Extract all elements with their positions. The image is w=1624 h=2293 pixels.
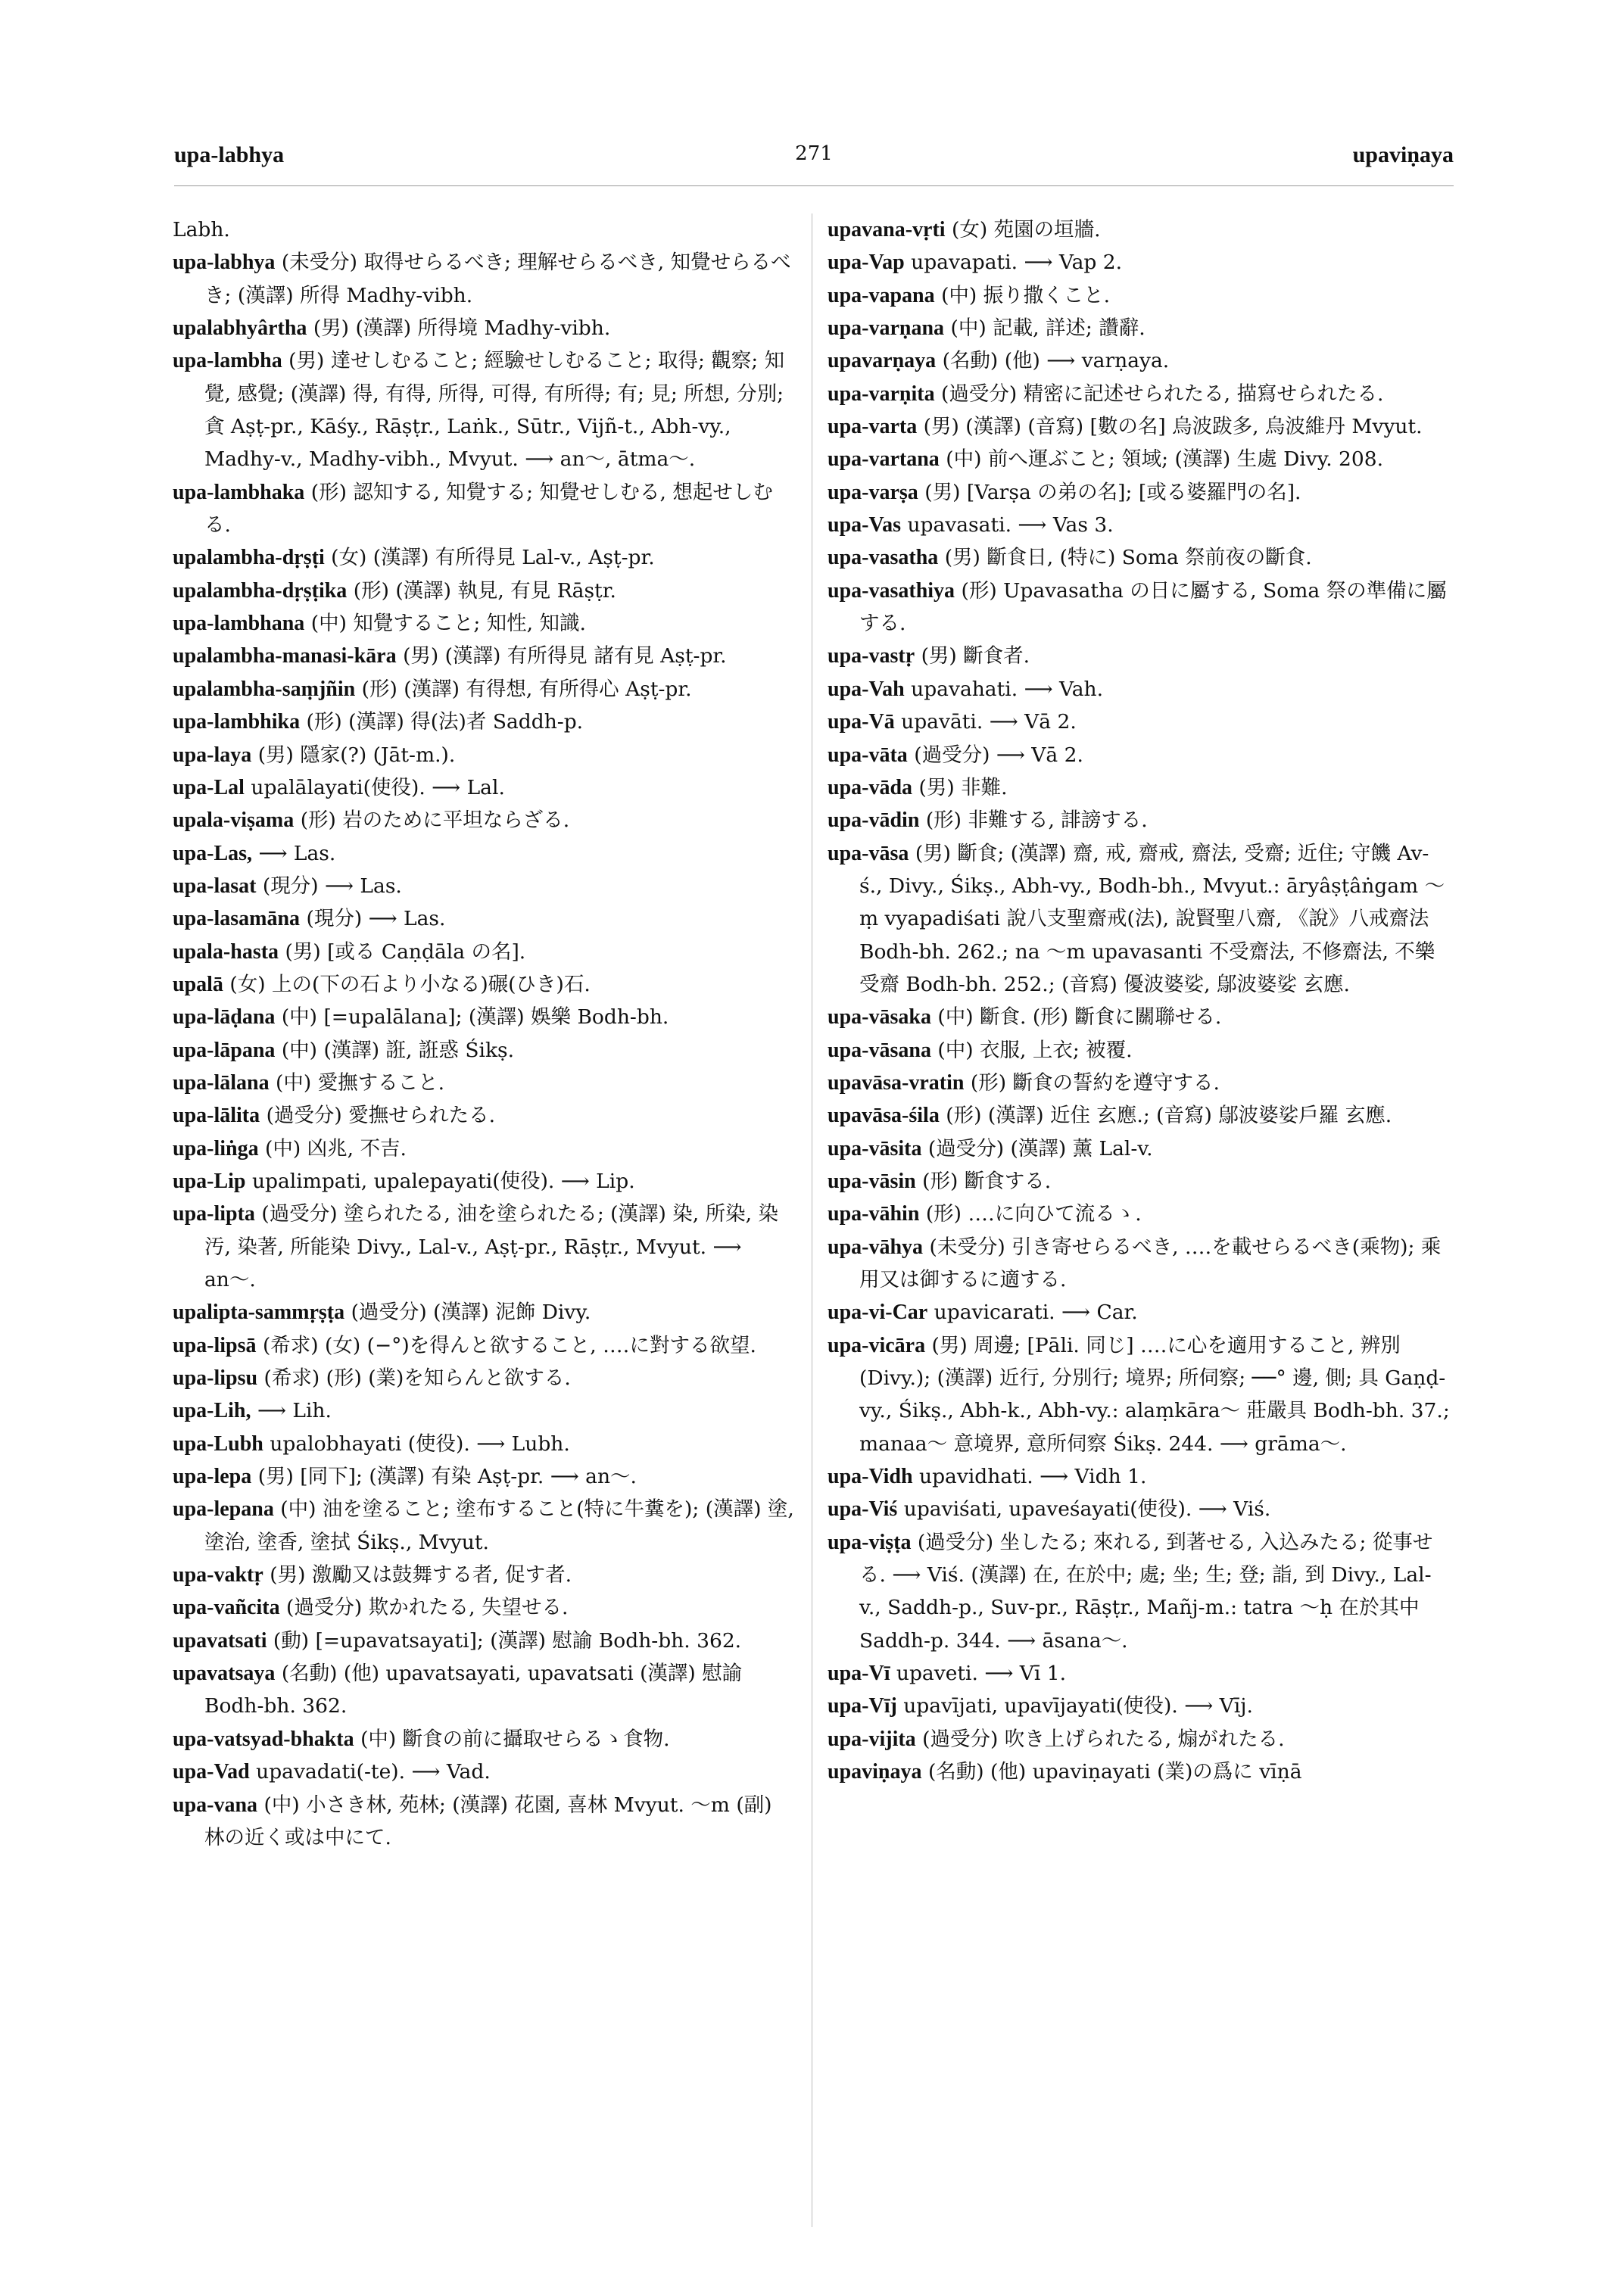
dictionary-entry xyxy=(828,476,1451,509)
entry-headword: upa-vañcita xyxy=(173,1596,280,1620)
entry-headword: upa-Vidh xyxy=(828,1465,913,1489)
entry-headword: upa-vaktṛ xyxy=(173,1563,263,1587)
entry-headword: upalambha-manasi-kāra xyxy=(173,644,397,668)
dictionary-entry xyxy=(828,1231,1451,1297)
entry-headword: upa-vasathiya xyxy=(828,578,955,603)
dictionary-entry xyxy=(173,1132,795,1165)
entry-definition: (過受分) 塗られたる, 油を塗られたる; (漢譯) 染, 所染, 染汚, 染著, 所能染 Divy., Lal-v., Aṣṭ-pr., Rāṣṭr., Mvyut. ⟶ an〜. xyxy=(204,1202,778,1291)
entry-definition: (男) 達せしむること; 經驗せしむること; 取得; 觀察; 知覺, 感覺; (漢譯) 得, 有得, 所得, 可得, 有所得; 有; 見; 所想, 分別; 貪 Aṣṭ-pr., Kāśy., Rāṣṭr., Laṅk., Sūtr., Vijñ-t., Abh-vy., Madhy-v., Madhy-vibh., Mvyut. ⟶ an〜, ātma〜. xyxy=(204,349,785,472)
dictionary-entry xyxy=(173,837,795,870)
dictionary-entry xyxy=(173,1362,795,1394)
dictionary-entry xyxy=(828,575,1451,640)
entry-definition: (形) 認知する, 知覺する; 知覺せしむる, 想起せしむる. xyxy=(204,480,773,537)
right-column xyxy=(828,213,1451,2242)
dictionary-entry xyxy=(173,1165,795,1198)
entry-headword: upalā xyxy=(173,972,223,996)
entry-headword: upa-lambhana xyxy=(173,612,305,636)
dictionary-entry xyxy=(173,1394,795,1427)
entry-definition: (女) (漢譯) 有所得見 Lal-v., Aṣṭ-pr. xyxy=(331,546,655,570)
header-rule xyxy=(174,185,1454,186)
entry-headword: upalambha-dṛṣṭi xyxy=(173,546,325,570)
entry-definition: upavāti. ⟶ Vā 2. xyxy=(901,710,1077,734)
dictionary-entry xyxy=(173,1657,795,1723)
entry-headword: upa-vāsita xyxy=(828,1136,922,1161)
entry-definition: (男) 周邊; [Pāli. 同じ] ‥‥に心を適用すること, 辨別 (Divy.); (漢譯) 近行, 分別行; 境界; 所伺察; ──° 邊, 側; 具 Gaṇḍ-vy., Śikṣ., Abh-k., Abh-vy.: alaṃkāra〜 莊嚴具 Bodh-bh. 37.; manaa〜 意境界, 意所伺察 Śikṣ. 244. ⟶ grāma〜. xyxy=(859,1333,1450,1456)
dictionary-entry xyxy=(173,1789,795,1855)
entry-definition: upavadati(-te). ⟶ Vad. xyxy=(256,1760,491,1784)
dictionary-entry xyxy=(828,1132,1451,1165)
dictionary-entry xyxy=(173,936,795,968)
entry-definition: (形) 斷食する. xyxy=(922,1169,1052,1193)
entry-definition: (中) 振り撒くこと. xyxy=(941,283,1111,307)
dictionary-entry xyxy=(828,1460,1451,1493)
dictionary-entry xyxy=(828,1493,1451,1525)
entry-headword: upa-Vā xyxy=(828,710,895,734)
dictionary-entry xyxy=(828,378,1451,410)
entry-headword: upavana-vṛti xyxy=(828,218,946,241)
dictionary-entry xyxy=(173,575,795,607)
dictionary-entry xyxy=(173,344,795,475)
entry-headword: upa-liṅga xyxy=(173,1136,259,1161)
entry-definition: (希求) (形) (業)を知らんと欲する. xyxy=(263,1366,571,1391)
entry-headword: upa-vāta xyxy=(828,743,908,767)
dictionary-entry xyxy=(828,443,1451,475)
dictionary-entry xyxy=(828,706,1451,738)
entry-definition: (男) (漢譯) 有所得見 諸有見 Aṣṭ-pr. xyxy=(403,644,727,668)
dictionary-entry xyxy=(828,279,1451,312)
entry-headword: upalabhyârtha xyxy=(173,316,307,341)
dictionary-entry xyxy=(828,246,1451,279)
entry-definition: (男) 斷食者. xyxy=(921,644,1030,668)
dictionary-entry xyxy=(173,706,795,738)
entry-headword: upa-vāsana xyxy=(828,1038,931,1062)
dictionary-entry xyxy=(173,1099,795,1132)
entry-headword: upa-lepa xyxy=(173,1465,252,1489)
dictionary-entry xyxy=(828,1526,1451,1657)
dictionary-entry xyxy=(173,213,795,246)
entry-headword: upa-lipsu xyxy=(173,1366,258,1391)
entry-definition: (中) 斷食. (形) 斷食に關聯せる. xyxy=(937,1005,1222,1030)
entry-definition: (中) 愛撫すること. xyxy=(276,1070,445,1095)
dictionary-entry xyxy=(828,312,1451,344)
entry-definition: (名動) (他) ⟶ varṇaya. xyxy=(942,349,1170,373)
entry-headword: upa-Lubh xyxy=(173,1432,263,1456)
entry-definition: (中) 前へ運ぶこと; 領域; (漢譯) 生處 Divy. 208. xyxy=(946,447,1384,472)
entry-definition: (中) 記載, 詳述; 讚辭. xyxy=(950,316,1146,341)
dictionary-entry xyxy=(173,1460,795,1493)
entry-headword: upa-vāsa xyxy=(828,841,909,865)
dictionary-entry xyxy=(173,1067,795,1099)
dictionary-entry xyxy=(173,1428,795,1460)
dictionary-entry xyxy=(173,1198,795,1296)
entry-headword: upa-lāpana xyxy=(173,1038,276,1062)
entry-headword: upa-Lih, xyxy=(173,1399,251,1423)
entry-definition: (中) 斷食の前に攝取せらるゝ食物. xyxy=(360,1727,670,1751)
dictionary-entry xyxy=(173,1493,795,1559)
entry-definition: (中) (漢譯) 誑, 誑惑 Śikṣ. xyxy=(281,1038,515,1062)
entry-headword: upa-varta xyxy=(828,415,918,439)
entry-headword: upa-lālana xyxy=(173,1070,270,1095)
entry-headword: upa-Vap xyxy=(828,251,905,275)
entry-definition: (中) 知覺すること; 知性, 知識. xyxy=(310,612,586,636)
entry-headword: upa-vasatha xyxy=(828,546,939,570)
entry-definition: upalobhayati (使役). ⟶ Lubh. xyxy=(270,1432,570,1456)
entry-definition: (男) [Varṣa の弟の名]; [或る婆羅門の名]. xyxy=(924,480,1301,504)
dictionary-entry xyxy=(173,1034,795,1067)
entry-headword: upa-Lal xyxy=(173,775,245,799)
entry-definition: (形) (漢譯) 得(法)者 Saddh-p. xyxy=(306,710,584,734)
entry-headword: upa-vana xyxy=(173,1793,258,1817)
entry-definition: (男) (漢譯) (音寫) [數の名] 烏波跋多, 烏波維丹 Mvyut. xyxy=(923,415,1423,439)
dictionary-entry xyxy=(173,771,795,804)
entry-definition: upavapati. ⟶ Vap 2. xyxy=(911,251,1123,275)
dictionary-entry xyxy=(828,771,1451,804)
entry-headword: upa-Lip xyxy=(173,1169,246,1193)
entry-headword: upa-vādin xyxy=(828,808,920,833)
dictionary-entry xyxy=(173,739,795,771)
entry-definition: (形) Upavasatha の日に屬する, Soma 祭の準備に屬する. xyxy=(859,578,1447,636)
entry-headword: upa-vastṛ xyxy=(828,644,915,668)
entry-headword: upaviṇaya xyxy=(828,1760,922,1784)
entry-definition: upavījati, upavījayati(使役). ⟶ Vīj. xyxy=(903,1694,1253,1718)
entry-definition: (名動) (他) upavatsayati, upavatsati (漢譯) 慰諭 Bodh-bh. 362. xyxy=(204,1662,743,1718)
entry-definition: (中) 小さき林, 苑林; (漢譯) 花園, 喜林 Mvyut. 〜m (副) 林の近く或は中にて. xyxy=(204,1793,772,1849)
entry-headword: upavatsaya xyxy=(173,1662,276,1686)
entry-headword: upa-vāda xyxy=(828,775,913,799)
entry-definition: (女) 上の(下の石より小なる)碾(ひき)石. xyxy=(229,972,591,996)
entry-headword: upa-lambha xyxy=(173,349,282,373)
dictionary-entry xyxy=(173,1296,795,1329)
entry-definition: (男) 激勵又は鼓舞する者, 促す者. xyxy=(270,1563,572,1587)
entry-definition: upalālayati(使役). ⟶ Lal. xyxy=(251,775,505,799)
dictionary-entry xyxy=(828,1067,1451,1099)
dictionary-entry xyxy=(173,968,795,1001)
entry-definition: (動) [=upavatsayati]; (漢譯) 慰諭 Bodh-bh. 362. xyxy=(273,1628,742,1653)
dictionary-entry xyxy=(173,640,795,672)
entry-definition: upavicarati. ⟶ Car. xyxy=(934,1301,1138,1325)
entry-definition: (男) [同下]; (漢譯) 有染 Aṣṭ-pr. ⟶ an〜. xyxy=(257,1465,637,1489)
entry-headword: upalambha-dṛṣṭika xyxy=(173,578,348,603)
entry-headword: upavāsa-vratin xyxy=(828,1070,965,1095)
entry-definition: (現分) ⟶ Las. xyxy=(262,874,402,898)
entry-headword: upa-lasat xyxy=(173,874,257,898)
entry-definition: upaviśati, upaveśayati(使役). ⟶ Viś. xyxy=(903,1497,1271,1522)
entry-definition: (形) ‥‥に向ひて流るゝ. xyxy=(925,1202,1142,1226)
entry-headword: upa-viṣṭa xyxy=(828,1530,912,1554)
entry-definition: (男) 斷食日, (特に) Soma 祭前夜の斷食. xyxy=(944,546,1312,570)
entry-definition: (未受分) 引き寄せらるべき, ‥‥を載せらるべき(乘物); 乘用又は御するに適する. xyxy=(859,1235,1442,1291)
dictionary-entry xyxy=(828,1099,1451,1132)
entry-definition: ⟶ Lih. xyxy=(257,1399,332,1423)
entry-definition: (男) 隱家(?) (Jāt-m.). xyxy=(257,743,456,767)
entry-definition: (中) 衣服, 上衣; 被覆. xyxy=(937,1038,1133,1062)
entry-definition: (男) 非難. xyxy=(918,775,1008,799)
entry-headword: upa-vāsin xyxy=(828,1169,916,1193)
entry-headword: upa-Vīj xyxy=(828,1694,897,1718)
dictionary-entry xyxy=(828,673,1451,706)
entry-headword: upa-lambhaka xyxy=(173,480,305,504)
entry-definition: upaveti. ⟶ Vī 1. xyxy=(896,1662,1067,1686)
dictionary-entry xyxy=(173,1001,795,1033)
entry-headword: upa-lāḍana xyxy=(173,1005,276,1030)
running-header xyxy=(174,142,1454,180)
entry-definition: (形) 斷食の誓約を遵守する. xyxy=(970,1070,1220,1095)
entry-definition: (過受分) 吹き上げられたる, 煽がれたる. xyxy=(922,1727,1285,1751)
dictionary-entry xyxy=(828,1034,1451,1067)
dictionary-entry xyxy=(828,410,1451,443)
entry-definition: (形) (漢譯) 有得想, 有所得心 Aṣṭ-pr. xyxy=(361,677,692,701)
entry-headword: upa-vāsaka xyxy=(828,1005,931,1030)
dictionary-entry xyxy=(828,1723,1451,1756)
dictionary-entry xyxy=(173,541,795,574)
entry-headword: upa-vijita xyxy=(828,1727,916,1751)
entry-headword: upa-Las, xyxy=(173,841,253,865)
dictionary-entry xyxy=(828,344,1451,377)
entry-headword: upala-viṣama xyxy=(173,808,295,833)
entry-headword: upa-vicāra xyxy=(828,1333,926,1357)
entry-definition: (中) 油を塗ること; 塗布すること(特に牛糞を); (漢譯) 塗, 塗治, 塗香, 塗拭 Śikṣ., Mvyut. xyxy=(204,1497,794,1554)
entry-headword: upa-vāhya xyxy=(828,1235,924,1259)
dictionary-entry xyxy=(828,509,1451,541)
entry-headword: upa-lipta xyxy=(173,1202,255,1226)
dictionary-entry xyxy=(828,1329,1451,1460)
dictionary-entry xyxy=(173,1559,795,1591)
entry-definition: (過受分) 欺かれたる, 失望せる. xyxy=(286,1596,569,1620)
entry-definition: upalimpati, upalepayati(使役). ⟶ Lip. xyxy=(251,1169,635,1193)
dictionary-entry xyxy=(828,1165,1451,1198)
dictionary-entry xyxy=(173,673,795,706)
entry-definition: Labh. xyxy=(173,218,230,241)
dictionary-entry xyxy=(828,1198,1451,1230)
entry-headword: upa-vartana xyxy=(828,447,940,472)
entry-definition: upavasati. ⟶ Vas 3. xyxy=(907,513,1114,537)
dictionary-entry xyxy=(173,1329,795,1362)
dictionary-entry xyxy=(828,739,1451,771)
entry-headword: upa-lepana xyxy=(173,1497,274,1522)
entry-headword: upa-vapana xyxy=(828,283,935,307)
dictionary-entry xyxy=(173,1591,795,1624)
entry-headword: upa-lālita xyxy=(173,1104,260,1128)
entry-definition: (形) 岩のために平坦ならざる. xyxy=(300,808,570,833)
entry-definition: (中) 凶兆, 不吉. xyxy=(265,1136,407,1161)
dictionary-entry xyxy=(173,1625,795,1657)
dictionary-entry xyxy=(173,312,795,344)
entry-definition: (過受分) 愛撫せられたる. xyxy=(266,1104,496,1128)
dictionary-entry xyxy=(173,246,795,312)
entry-headword: upa-lambhika xyxy=(173,710,301,734)
entry-definition: ⟶ Las. xyxy=(258,841,336,865)
dictionary-entry xyxy=(828,804,1451,837)
entry-definition: (形) (漢譯) 執見, 有見 Rāṣṭr. xyxy=(353,578,616,603)
entry-headword: upalipta-sammṛṣṭa xyxy=(173,1301,345,1325)
entry-headword: upa-vi-Car xyxy=(828,1301,928,1325)
page-number: 271 xyxy=(795,142,833,165)
dictionary-entry xyxy=(828,1001,1451,1033)
entry-headword: upa-Vad xyxy=(173,1760,250,1784)
entry-headword: upalambha-saṃjñin xyxy=(173,677,356,701)
dictionary-entry xyxy=(828,1657,1451,1690)
entry-headword: upa-laya xyxy=(173,743,252,767)
entry-definition: (過受分) 精密に記述せられたる, 描寫せられたる. xyxy=(941,382,1384,406)
dictionary-entry xyxy=(173,804,795,837)
entry-definition: upavahati. ⟶ Vah. xyxy=(911,677,1103,701)
entry-headword: upa-Vah xyxy=(828,677,905,701)
entry-definition: (男) [或る Caṇḍāla の名]. xyxy=(285,939,526,964)
dictionary-entry xyxy=(173,607,795,640)
dictionary-entry xyxy=(828,837,1451,1002)
entry-definition: upavidhati. ⟶ Vidh 1. xyxy=(919,1465,1147,1489)
entry-definition: (過受分) (漢譯) 薰 Lal-v. xyxy=(927,1136,1153,1161)
entry-headword: upa-vatsyad-bhakta xyxy=(173,1727,354,1751)
entry-headword: upa-varṇita xyxy=(828,382,935,406)
entry-definition: (形) (漢譯) 近住 玄應.; (音寫) 鄔波婆娑戶羅 玄應. xyxy=(946,1104,1392,1128)
entry-definition: (過受分) (漢譯) 泥飾 Divy. xyxy=(351,1301,591,1325)
entry-headword: upala-hasta xyxy=(173,939,279,964)
entry-headword: upa-labhya xyxy=(173,251,276,275)
entry-headword: upa-varṇana xyxy=(828,316,945,341)
header-right-guideword: upaviṇaya xyxy=(1352,142,1454,167)
entry-definition: (過受分) ⟶ Vā 2. xyxy=(914,743,1083,767)
dictionary-entry xyxy=(828,213,1451,246)
entry-headword: upa-lasamāna xyxy=(173,907,301,931)
dictionary-entry xyxy=(173,1723,795,1756)
dictionary-entry xyxy=(828,640,1451,672)
header-left-guideword: upa-labhya xyxy=(174,142,285,167)
dictionary-entry xyxy=(828,541,1451,574)
entry-headword: upa-Vas xyxy=(828,513,902,537)
entry-headword: upavatsati xyxy=(173,1628,267,1653)
entry-definition: (現分) ⟶ Las. xyxy=(306,907,446,931)
dictionary-entry xyxy=(828,1756,1451,1788)
entry-headword: upa-vāhin xyxy=(828,1202,920,1226)
entry-definition: (形) 非難する, 誹謗する. xyxy=(925,808,1148,833)
entry-headword: upavāsa-śila xyxy=(828,1104,940,1128)
entry-headword: upa-Vī xyxy=(828,1662,890,1686)
left-column xyxy=(173,213,795,2242)
entry-definition: (名動) (他) upaviṇayati (業)の爲に vīṇā xyxy=(927,1760,1302,1784)
dictionary-entry xyxy=(173,870,795,902)
dictionary-entry xyxy=(828,1690,1451,1722)
entry-definition: (未受分) 取得せらるべき; 理解せらるべき, 知覺せらるべき; (漢譯) 所得 Madhy-vibh. xyxy=(204,251,791,307)
entry-definition: (男) (漢譯) 所得境 Madhy-vibh. xyxy=(313,316,611,341)
dictionary-entry xyxy=(173,902,795,935)
entry-definition: (女) 苑園の垣牆. xyxy=(952,218,1101,241)
dictionary-entry xyxy=(173,476,795,542)
entry-definition: (希求) (女) (−°)を得んと欲すること, ‥‥に對する欲望. xyxy=(262,1333,756,1357)
entry-definition: (中) [=upalālana]; (漢譯) 娛樂 Bodh-bh. xyxy=(281,1005,669,1030)
entry-headword: upa-Viś xyxy=(828,1497,898,1522)
entry-headword: upavarṇaya xyxy=(828,349,937,373)
dictionary-entry xyxy=(828,1296,1451,1329)
dictionary-entry xyxy=(173,1756,795,1788)
entry-definition: (男) 斷食; (漢譯) 齋, 戒, 齋戒, 齋法, 受齋; 近住; 守饑 Av-ś., Divy., Śikṣ., Abh-vy., Bodh-bh., Mvyut.: āryâṣṭâṅgam 〜ṃ vyapadiśati 說八支聖齋戒(法), 說賢聖八齋, 《說》八戒齋法 Bodh-bh. 262.; na 〜m upavasanti 不受齋法, 不修齋法, 不樂受齋 Bodh-bh. 252.; (音寫) 優波婆娑, 鄔波婆娑 玄應. xyxy=(859,841,1445,996)
entry-headword: upa-lipsā xyxy=(173,1333,257,1357)
entry-definition: (過受分) 坐したる; 來れる, 到著せる, 入込みたる; 從事せる. ⟶ Viś. (漢譯) 在, 在於中; 處; 坐; 生; 登; 詣, 到 Divy., Lal-v., Saddh-p., Suv-pr., Rāṣṭr., Mañj-m.: tatra 〜ḥ 在於其中 Saddh-p. 344. ⟶ āsana〜. xyxy=(859,1530,1433,1653)
entry-headword: upa-varṣa xyxy=(828,480,918,504)
